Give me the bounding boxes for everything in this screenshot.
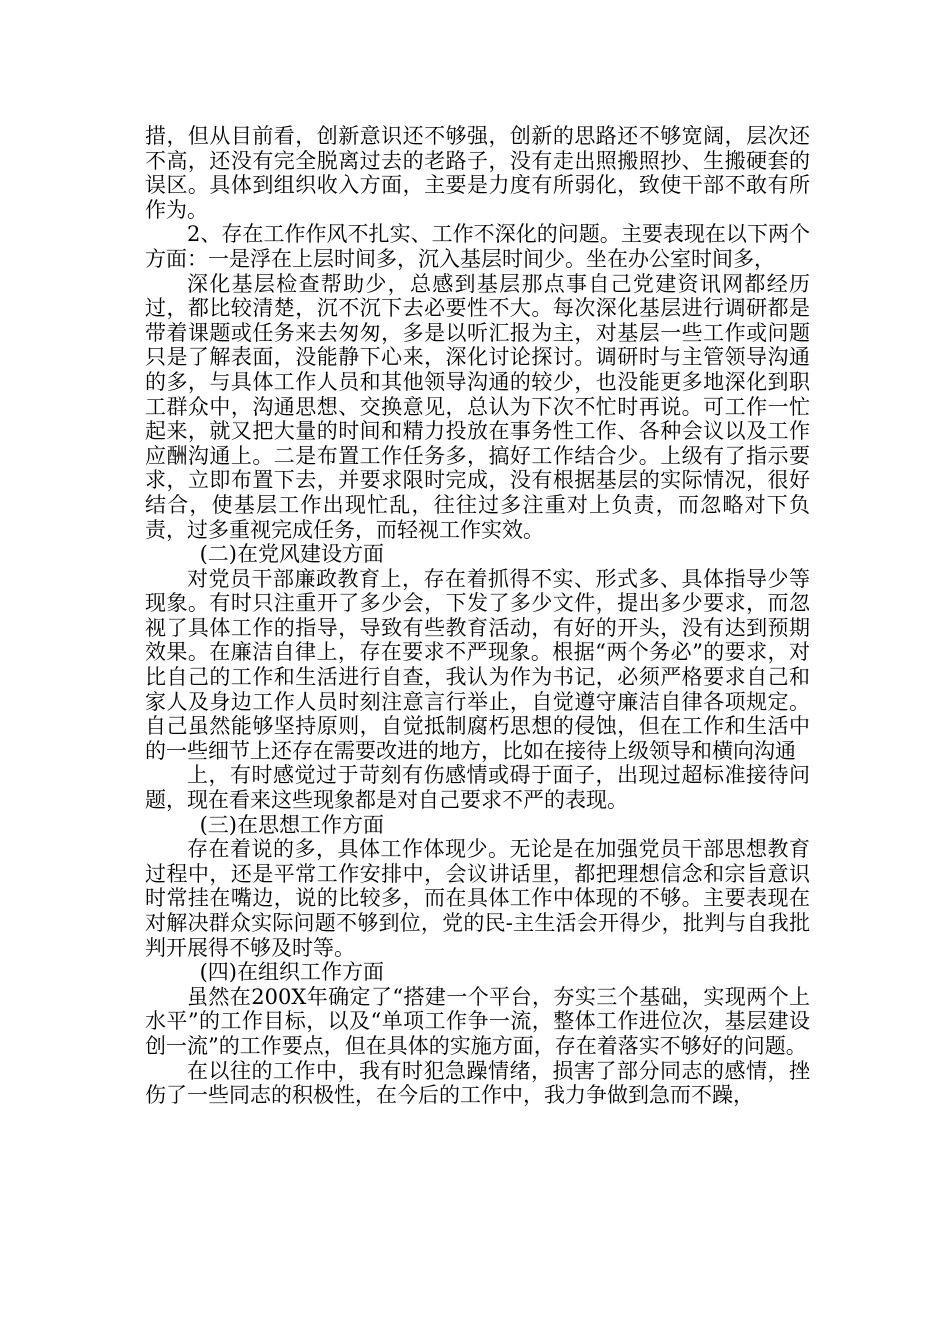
paragraph-ideological-work: 存在着说的多，具体工作体现少。无论是在加强党员干部思想教育过程中，还是平常工作安排中，会议讲话里，都把理想信念和宗旨意识时常挂在嘴边，说的比较多，而在具体工作中体现的不够。主要表现在对解决群众实际问题不够到位，党的民-主生活会开得少，批判与自我批判开展得不够及时等。	[145, 837, 810, 960]
section-heading-organization-work: (四)在组织工作方面	[199, 960, 384, 985]
paragraph-integrity-education: 对党员干部廉政教育上，存在着抓得不实、形式多、具体指导少等现象。有时只注重开了多少会，下发了多少文件，提出多少要求，而忽视了具体工作的指导，导致有些教育活动，有好的开头，没有达到预期效果。在廉洁自律上，存在要求不严现象。根据“两个务必”的要求，对比自己的工作和生活进行自查，我认为作为书记，必须严格要求自己和家人及身边工作人员时刻注意言行举止，自觉遵守廉洁自律各项规定。自己虽然能够坚持原则，自觉抵制腐朽思想的侵蚀，但在工作和生活中的一些细节上还存在需要改进的地方，比如在接待上级领导和横向沟通	[145, 566, 810, 763]
document-body	[145, 124, 810, 1108]
paragraph-past-work: 在以往的工作中，我有时犯急躁情绪，损害了部分同志的感情，挫伤了一些同志的积极性，在今后的工作中，我力争做到急而不躁，	[145, 1058, 810, 1108]
paragraph-work-style-issue: 2、存在工作作风不扎实、工作不深化的问题。主要表现在以下两个方面：一是浮在上层时间多，沉入基层时间少。坐在办公室时间多，	[145, 222, 810, 271]
paragraph-continuation: 措，但从目前看，创新意识还不够强，创新的思路还不够宽阔，层次还不高，还没有完全脱离过去的老路子，没有走出照搬照抄、生搬硬套的误区。具体到组织收入方面，主要是力度有所弱化，致使干部不敢有所作为。	[145, 124, 810, 222]
paragraph-grassroots-inspection: 深化基层检查帮助少，总感到基层那点事自己党建资讯网都经历过，都比较清楚，沉不沉下去必要性不大。每次深化基层进行调研都是带着课题或任务来去匆匆，多是以听汇报为主，对基层一些工作或问题只是了解表面，没能静下心来，深化讨论探讨。调研时与主管领导沟通的多，与具体工作人员和其他领导沟通的较少，也没能更多地深化到职工群众中，沟通思想、交换意见，总认为下次不忙时再说。可工作一忙起来，就又把大量的时间和精力投放在事务性工作、各种会议以及工作应酬沟通上。二是布置工作任务多，搞好工作结合少。上级有了指示要求，立即布置下去，并要求限时完成，没有根据基层的实际情况，很好结合，使基层工作出现忙乱，往往过多注重对上负责，而忽略对下负责，过多重视完成任务，而轻视工作实效。	[145, 271, 810, 542]
section-heading-ideological-work: (三)在思想工作方面	[199, 812, 384, 837]
paragraph-reception-issue: 上，有时感觉过于苛刻有伤感情或碍于面子，出现过超标准接待问题，现在看来这些现象都是对自己要求不严的表现。	[145, 763, 810, 813]
paragraph-organization-work: 虽然在200X年确定了“搭建一个平台，夯实三个基础，实现两个上水平”的工作目标，以及“单项工作争一流，整体工作进位次，基层建设创一流”的工作要点，但在具体的实施方面，存在着落实不够好的问题。	[145, 984, 810, 1058]
section-heading-party-style: (二)在党风建设方面	[199, 542, 384, 567]
